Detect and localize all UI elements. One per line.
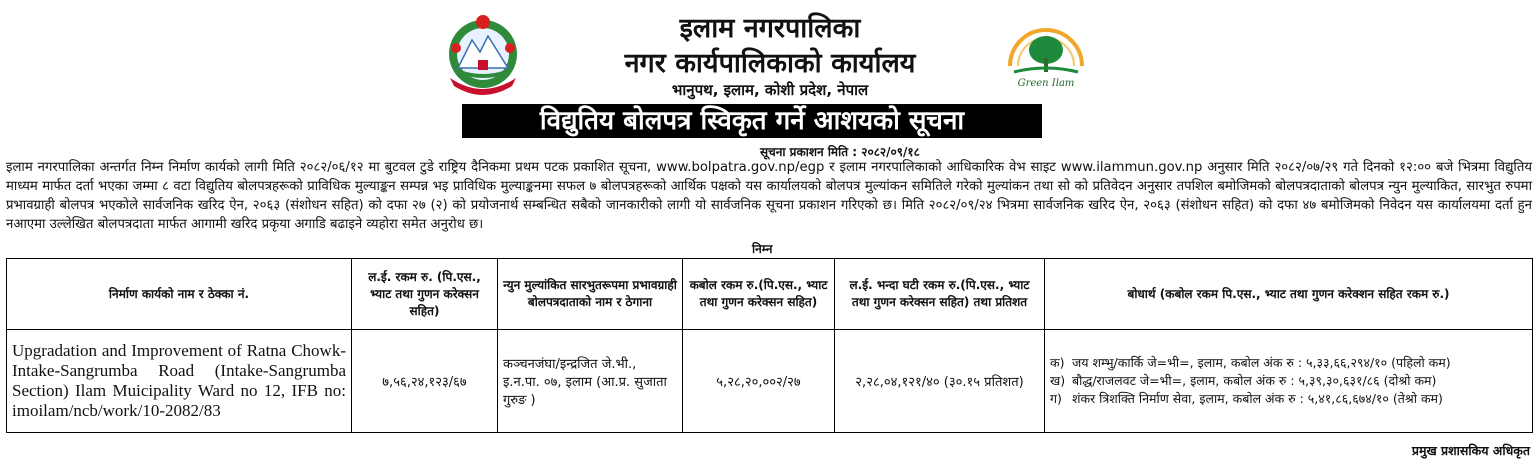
publish-date: सूचना प्रकाशन मिति : २०८२/०९/१८: [760, 145, 920, 159]
cell-bid-amount: ५,२८,२०,००२/२७: [683, 330, 835, 433]
cell-less-amount: २,२८,०४,१२१/४० (३०.१५ प्रतिशत): [835, 330, 1045, 433]
table-row: [7, 330, 1533, 433]
bodharth-item: क) जय शम्भु/कार्कि जे=भी=, इलाम, कबोल अंक रु : ५,३३,६६,२९४/१० (पहिलो कम): [1050, 355, 1451, 370]
cell-estimate: ७,५६,२४,१२३/६७: [352, 330, 498, 433]
signer-title: प्रमुख प्रशासकिय अधिकृत: [1411, 443, 1530, 458]
bodharth-item: ग) शंकर त्रिशक्ति निर्माण सेवा, इलाम, कबोल अंक रु : ५,४१,८६,६७४/१० (तेश्रो कम): [1050, 391, 1443, 406]
office-title: नगर कार्यपालिकाको कार्यालय: [624, 48, 916, 79]
table-header-row: [7, 259, 1533, 330]
cell-bodharth: [1045, 330, 1533, 433]
nepal-emblem-icon: [438, 8, 528, 96]
notice-heading: विद्युतिय बोलपत्र स्विकृत गर्ने आशयको सूचना: [462, 104, 1042, 138]
header-bid-amount: कबोल रकम रु.(पि.एस., भ्याट तथा गुणन करेक्सन सहित): [683, 259, 835, 330]
header-less-amount: ल.ई. भन्दा घटी रकम रु.(पि.एस., भ्याट तथा गुणन करेक्सन सहित) तथा प्रतिशत: [835, 259, 1045, 330]
cell-bidder: कञ्चनजंघा/इन्द्रजित जे.भी., इ.न.पा. ०७, इलाम (आ.प्र. सुजाता गुरुङ ): [498, 330, 683, 433]
header-work-name: निर्माण कार्यको नाम र ठेक्का नं.: [7, 259, 352, 330]
bodharth-item: ख) बौद्ध/राजलवट जे=भी=, इलाम, कबोल अंक रु : ५,३९,३०,६३१/८६ (दोश्रो कम): [1050, 373, 1437, 388]
header-bidder: न्युन मुल्यांकित सारभुतरूपमा प्रभावग्राही बोलपत्रदाताको नाम र ठेगाना: [498, 259, 683, 330]
municipality-title: इलाम नगरपालिका: [679, 13, 861, 44]
header-bodharth: बोधार्थ (कबोल रकम पि.एस., भ्याट तथा गुणन करेक्शन सहित रकम रु.): [1045, 259, 1533, 330]
tree-logo-icon: [996, 18, 1096, 90]
notice-body: इलाम नगरपालिका अन्तर्गत निम्न निर्माण कार्यको लागी मिति २०८२/०६/१२ मा बुटवल टुडे राष्ट्रिय दैनिकमा प्रथम पटक प्रकाशित सूचना, www.bolpatra.gov.np/egp र इलाम नगरपालिकाको आधिकारिक वेभ साइट www.ilammun.gov.np अनुसार मिति २०८२/०७/२९ गते दिनको १२:०० बजे भित्रमा विद्युतिय माध्यम मार्फत दर्ता भएका जम्मा ८ वटा विद्युतिय बोलपत्रहरूको प्राविधिक मुल्याङ्कन सम्पन्न भइ प्राविधिक मुल्याङ्कनमा सफल ७ बोलपत्रहरूको आर्थिक पक्षको यस कार्यालयको बोलपत्र मुल्यांकन समितिले गरेको मुल्यांकन तथा सो को प्रतिवेदन अनुसार तपशिल बमोजिमको बोलपत्रदाताको बोलपत्र न्युन मुल्याकित, सारभुत रुपमा प्रभावग्राही बोलपत्र भएकोले सार्वजनिक खरिद ऐन, २०६३ (संशोधन सहित) को दफा २७ (२) को प्रयोजनार्थ सम्बन्धित सबैको जानकारीको लागी यो सार्वजनिक सूचना प्रकाशन गरिएको छ। मिति २०८२/०९/२४ भित्रमा सार्वजनिक खरिद ऐन, २०६३ (संशोधन सहित) को दफा ४७ बमोजिमको निवेदन यस कार्यालयमा दर्ता हुन नआएमा उल्लेखित बोलपत्रदाता मार्फत आगामी खरिद प्रकृया अगाडि बढाइने व्यहोरा समेत अनुरोध छ।: [6, 160, 1532, 232]
bid-table: [6, 258, 1533, 433]
cell-work-name: Upgradation and Improvement of Ratna Chowk- Intake-Sangrumba Road (Intake-Sangrumba Section) Ilam Muicipality Ward no 12, IFB no: imoilam/ncb/work/10-2082/83: [7, 330, 352, 433]
table-caption: निम्न: [752, 242, 773, 256]
green-ilam-logo: [996, 18, 1096, 90]
header-estimate: ल.ई. रकम रु. (पि.एस., भ्याट तथा गुणन करेक्सन सहित): [352, 259, 498, 330]
logo-text: Green Ilam: [1017, 78, 1075, 89]
office-address: भानुपथ, इलाम, कोशी प्रदेश, नेपाल: [671, 81, 869, 99]
